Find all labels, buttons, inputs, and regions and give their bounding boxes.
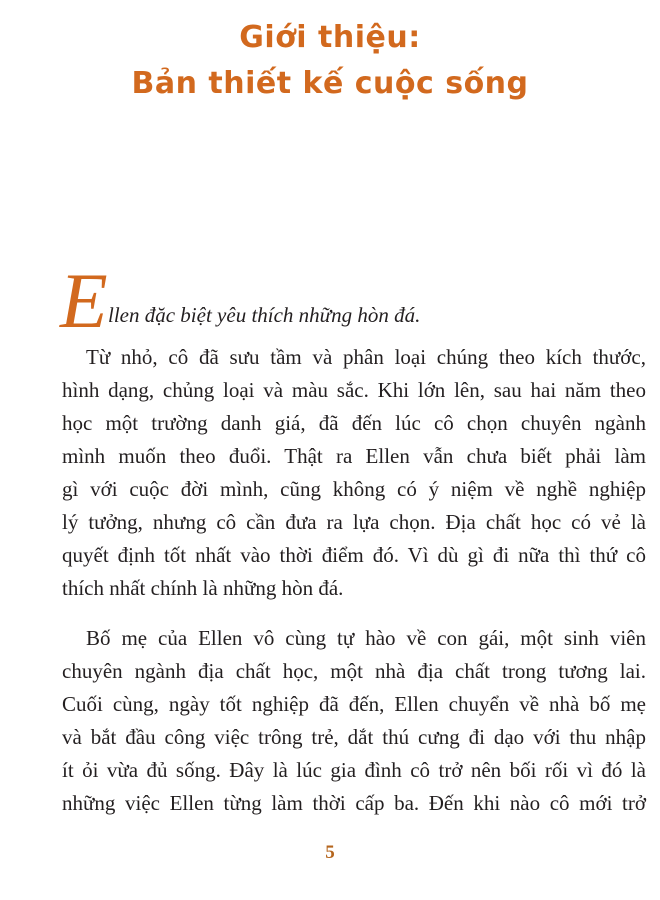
text-line: chuyên ngành địa chất học, một nhà địa chất trong tương lai. xyxy=(62,659,646,683)
text-line: Bố mẹ của Ellen vô cùng tự hào về con gái, một sinh viên xyxy=(86,626,646,650)
text-line: Từ nhỏ, cô đã sưu tầm và phân loại chúng theo kích thước, xyxy=(86,345,646,369)
chapter-title-line-1: Giới thiệu: xyxy=(239,20,421,55)
text-line: Cuối cùng, ngày tốt nghiệp đã đến, Ellen chuyển về nhà bố mẹ xyxy=(62,692,646,716)
lead-sentence: llen đặc biệt yêu thích những hòn đá. xyxy=(108,303,421,327)
text-line: gì với cuộc đời mình, cũng không có ý niệm về nghề nghiệp xyxy=(62,477,646,501)
text-line: lý tưởng, nhưng cô cần đưa ra lựa chọn. Địa chất học có vẻ là xyxy=(62,510,646,534)
text-line: quyết định tốt nhất vào thời điểm đó. Vì dù gì đi nữa thì thứ cô xyxy=(62,543,646,567)
text-line: ít ỏi vừa đủ sống. Đây là lúc gia đình cô trở nên bối rối vì đó là xyxy=(62,758,646,782)
text-line: mình muốn theo đuổi. Thật ra Ellen vẫn chưa biết phải làm xyxy=(62,444,646,468)
text-line: thích nhất chính là những hòn đá. xyxy=(62,576,344,600)
text-line: hình dạng, chủng loại và màu sắc. Khi lớn lên, sau hai năm theo xyxy=(62,378,646,402)
text-line: và bắt đầu công việc trông trẻ, dắt thú cưng đi dạo với thu nhập xyxy=(62,725,646,749)
drop-cap: E xyxy=(60,257,108,344)
text-line: những việc Ellen từng làm thời cấp ba. Đến khi nào cô mới trở xyxy=(62,791,646,815)
page-number: 5 xyxy=(325,842,335,863)
chapter-title-line-2: Bản thiết kế cuộc sống xyxy=(131,66,529,101)
text-line: học một trường danh giá, đã đến lúc cô chọn chuyên ngành xyxy=(62,411,646,435)
